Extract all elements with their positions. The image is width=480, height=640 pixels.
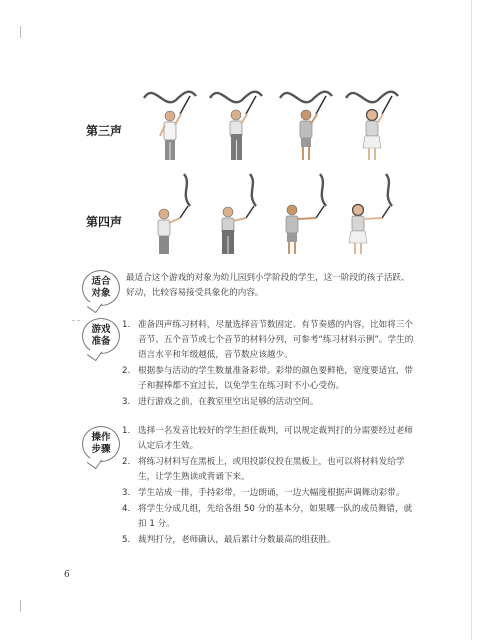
item-text: 学生站成一排，手持彩带，一边朗诵，一边大幅度根据声调舞动彩带。 xyxy=(138,488,405,498)
item-number: 1. xyxy=(122,426,131,436)
child-figure-fourth-4 xyxy=(342,172,404,256)
page-edge xyxy=(471,0,472,640)
section-badge-preparation xyxy=(82,318,120,354)
item-number: 5. xyxy=(122,535,131,545)
item-text: 根据参与活动的学生数量准备彩带。彩带的颜色要鲜艳，宽度要适宜，带子和握棒都不宜过长，以免学生在练习时不小心受伤。 xyxy=(138,366,414,391)
child-figure-third-3 xyxy=(276,84,338,164)
item-number: 3. xyxy=(122,397,131,407)
child-figure-third-2 xyxy=(206,84,268,164)
child-figure-fourth-2 xyxy=(206,172,268,256)
item-text: 选择一名发音比较好的学生担任裁判，可以规定裁判打的分需要经过老师认定后才生效。 xyxy=(138,426,414,451)
item-number: 2. xyxy=(122,457,131,467)
badge-line: 准备 xyxy=(91,336,111,347)
item-text: 裁判打分，老师确认，最后累计分数最高的组获胜。 xyxy=(138,535,336,545)
crop-mark-top xyxy=(20,26,21,38)
badge-line: 适合 xyxy=(91,276,111,287)
item-text: 准备四声练习材料，尽量选择音节数固定、有节奏感的内容，比如将三个音节、五个音节或七个音节的材料分列，可参考“练习材料示例”。学生的语言水平和年级越低，音节数应该越少。 xyxy=(138,320,414,360)
badge-line: 操作 xyxy=(91,432,111,443)
child-figure-fourth-1 xyxy=(140,172,202,256)
list-item xyxy=(120,533,420,548)
list-item xyxy=(120,318,420,363)
badge-line: 步骤 xyxy=(91,444,111,455)
margin-dash xyxy=(72,320,80,321)
list-item xyxy=(120,424,420,454)
steps-list xyxy=(120,424,420,549)
audience-text: 最适合这个游戏的对象为幼儿园到小学阶段的学生，这一阶段的孩子活跃、好动，比较容易接受具象化的内容。 xyxy=(126,273,410,298)
item-number: 4. xyxy=(122,504,131,514)
item-text: 进行游戏之前，在教室里空出足够的活动空间。 xyxy=(138,397,319,407)
item-number: 3. xyxy=(122,488,131,498)
child-figure-fourth-3 xyxy=(276,172,338,256)
list-item xyxy=(120,502,420,532)
list-item xyxy=(120,486,420,501)
badge-line: 对象 xyxy=(91,288,111,299)
item-number: 1. xyxy=(122,320,131,330)
list-item xyxy=(120,395,420,410)
item-number: 2. xyxy=(122,366,131,376)
child-figure-third-1 xyxy=(140,84,202,164)
preparation-list xyxy=(120,318,420,411)
section-badge-steps xyxy=(82,426,120,462)
page-number: 6 xyxy=(64,570,70,580)
item-text: 将学生分成几组，先给各组 50 分的基本分，如果哪一队的成员舞错，就扣 1 分。 xyxy=(138,504,413,529)
list-item xyxy=(120,455,420,485)
list-item xyxy=(120,364,420,394)
tone-label-third: 第三声 xyxy=(86,124,123,138)
badge-line: 游戏 xyxy=(91,324,111,335)
section-badge-audience xyxy=(82,270,120,306)
tone-label-fourth: 第四声 xyxy=(86,215,123,229)
child-figure-third-4 xyxy=(342,84,404,164)
item-text: 将练习材料写在黑板上，或用投影仪投在黑板上，也可以将材料发给学生，让学生熟读或背诵下来。 xyxy=(138,457,405,482)
crop-mark-bottom xyxy=(20,600,21,612)
